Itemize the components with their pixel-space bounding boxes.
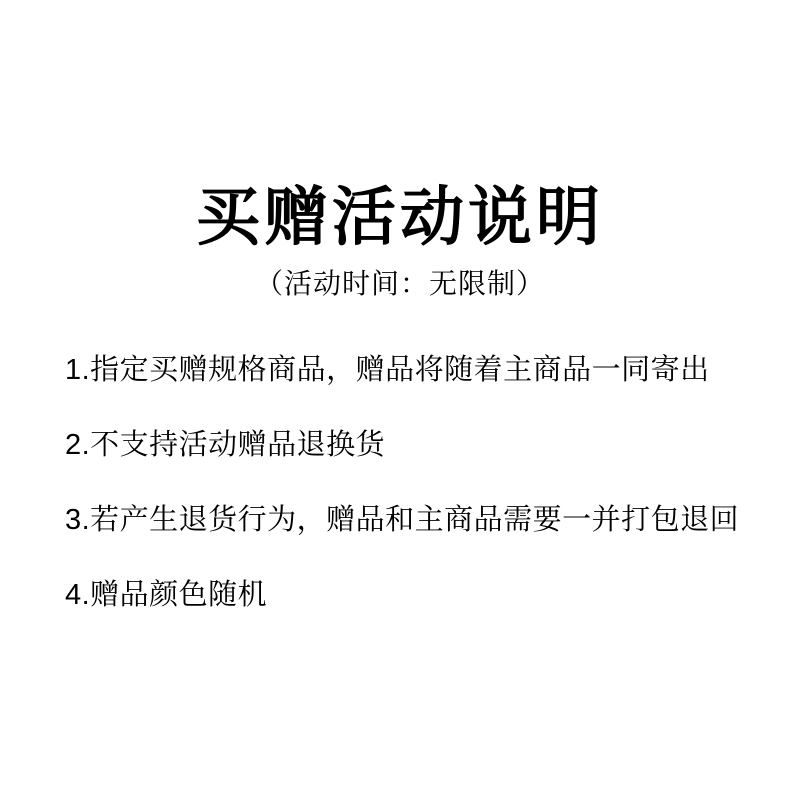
page-subtitle: （活动时间：无限制）: [254, 268, 545, 299]
list-item: 2.不支持活动赠品退换货: [65, 429, 386, 461]
list-item: 1.指定买赠规格商品，赠品将随着主商品一同寄出: [65, 354, 710, 386]
list-item: 4.赠品颜色随机: [65, 579, 268, 611]
list-item: 3.若产生退货行为，赠品和主商品需要一并打包退回: [65, 504, 740, 536]
terms-list: [65, 333, 770, 633]
page-title: 买赠活动说明: [196, 181, 604, 253]
